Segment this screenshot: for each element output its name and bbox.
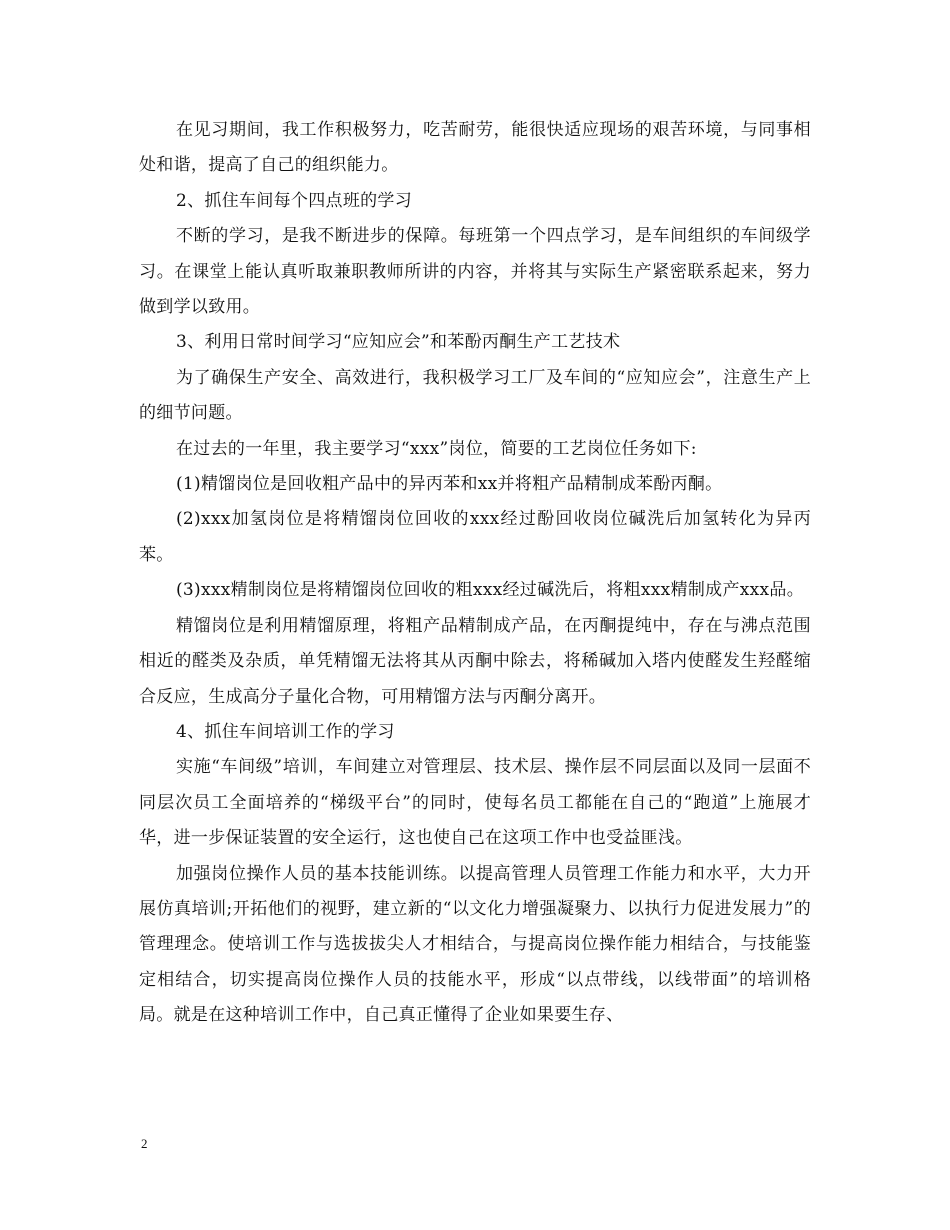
paragraph-safety-study: 为了确保生产安全、高效进行，我积极学习工厂及车间的“应知应会”，注意生产上的细节问题。 bbox=[139, 367, 811, 424]
list-item-refining-post: (3)xxx精制岗位是将精馏岗位回收的粗xxx经过碱洗后，将粗xxx精制成产xxx品。 bbox=[176, 580, 805, 601]
paragraph-internship-summary: 在见习期间，我工作积极努力，吃苦耐劳，能很快适应现场的艰苦环境，与同事相处和谐，提高了自己的组织能力。 bbox=[139, 120, 811, 176]
heading-four-oclock-shift-study: 2、抓住车间每个四点班的学习 bbox=[176, 190, 413, 211]
list-item-distillation-post: (1)精馏岗位是回收粗产品中的异丙苯和xx并将粗产品精制成苯酚丙酮。 bbox=[176, 474, 723, 495]
paragraph-past-year-post: 在过去的一年里，我主要学习“xxx”岗位，简要的工艺岗位任务如下: bbox=[176, 438, 697, 459]
paragraph-distillation-principle: 精馏岗位是利用精馏原理，将粗产品精制成产品，在丙酮提纯中，存在与沸点范围相近的醛类及杂质，单凭精馏无法将其从丙酮中除去，将稀碱加入塔内使醛发生羟醛缩合反应，生成高分子量化合物，可用精馏方法与丙酮分离开。 bbox=[139, 615, 811, 707]
paragraph-workshop-level-training: 实施“车间级”培训，车间建立对管理层、技术层、操作层不同层面以及同一层面不同层次员工全面培养的“梯级平台”的同时，使每名员工都能在自己的“跑道”上施展才华，进一步保证装置的安全运行，这也使自己在这项工作中也受益匪浅。 bbox=[139, 757, 811, 849]
paragraph-skill-training: 加强岗位操作人员的基本技能训练。以提高管理人员管理工作能力和水平，大力开展仿真培训;开拓他们的视野，建立新的“以文化力增强凝聚力、以执行力促进发展力”的管理理念。使培训工作与选拔拔尖人才相结合，与提高岗位操作能力相结合，与技能鉴定相结合，切实提高岗位操作人员的技能水平，形成“以点带线，以线带面”的培训格局。就是在这种培训工作中，自己真正懂得了企业如果要生存、 bbox=[139, 863, 811, 1026]
list-item-hydrogenation-post: (2)xxx加氢岗位是将精馏岗位回收的xxx经过酚回收岗位碱洗后加氢转化为异丙苯。 bbox=[139, 509, 811, 565]
page-number: 2 bbox=[141, 1136, 148, 1151]
heading-daily-study: 3、利用日常时间学习“应知应会”和苯酚丙酮生产工艺技术 bbox=[176, 332, 621, 353]
body-text bbox=[139, 113, 811, 1034]
paragraph-continuous-learning: 不断的学习，是我不断进步的保障。每班第一个四点学习，是车间组织的车间级学习。在课堂上能认真听取兼职教师所讲的内容，并将其与实际生产紧密联系起来，努力做到学以致用。 bbox=[139, 226, 811, 318]
heading-workshop-training: 4、抓住车间培训工作的学习 bbox=[176, 721, 395, 742]
